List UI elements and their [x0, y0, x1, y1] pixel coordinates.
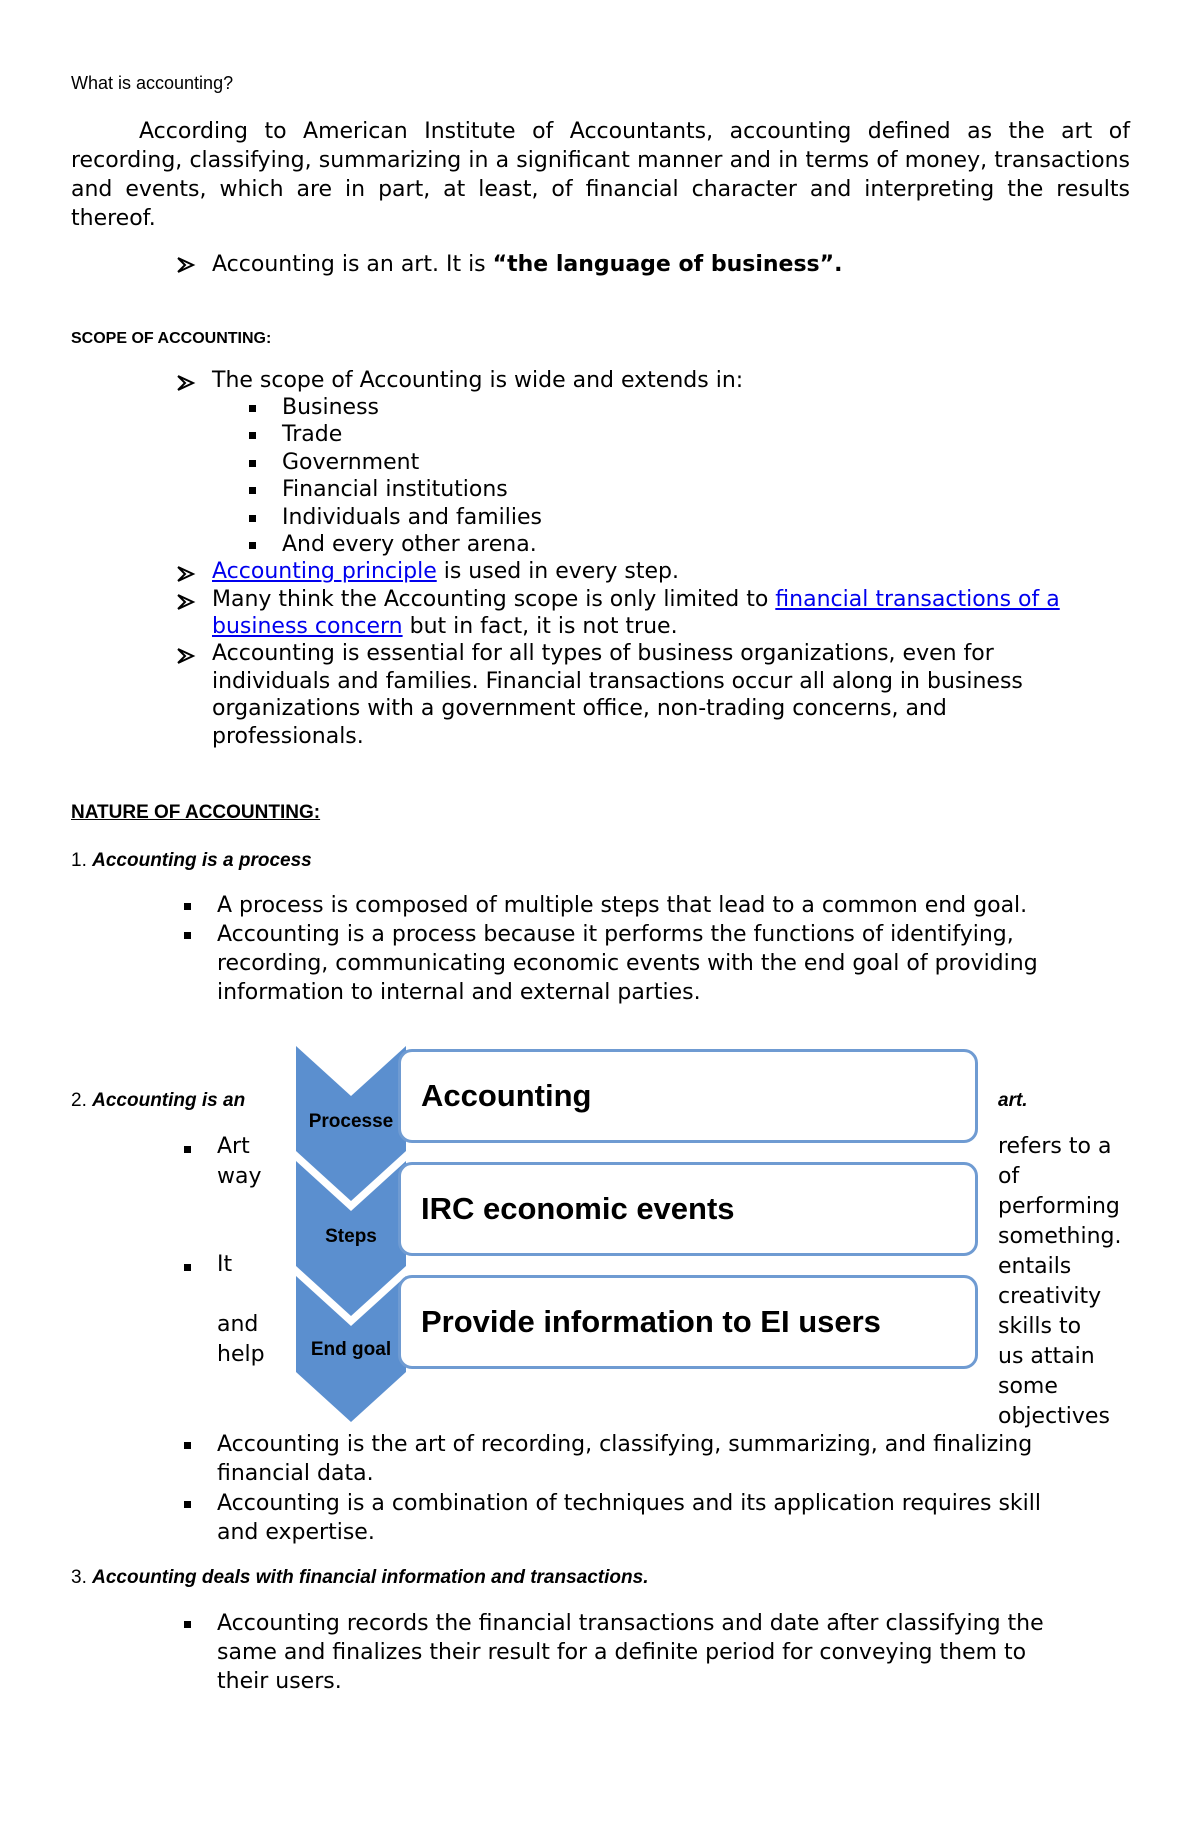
arrow-bullet-icon — [176, 374, 196, 392]
point-2-heading-left: Accounting is an — [92, 1090, 246, 1111]
point-1-number: 1. — [71, 850, 93, 871]
diagram-box-irc-events: IRC economic events — [398, 1162, 978, 1256]
accounting-principle-link[interactable]: Accounting principle — [212, 559, 437, 584]
essential-line: professionals. — [212, 723, 364, 749]
definition-paragraph: According to American Institute of Accountants, accounting defined as the art of recording, classifying, summarizing in a significant manner and in terms of money, transactions and events, which are in part, at least, of financial character and interpreting the results thereof. — [71, 119, 1130, 231]
process-bullet-2-line: information to internal and external parties. — [217, 980, 701, 1005]
art-left-column-a — [217, 1132, 262, 1192]
art-right-word: entails — [998, 1254, 1072, 1279]
chevron-label-end-goal: End goal — [310, 1339, 392, 1360]
square-bullet-icon — [249, 405, 256, 412]
art-left-word: way — [217, 1164, 262, 1189]
process-bullet-2-line: recording, communicating economic events with the end goal of providing — [217, 951, 1038, 976]
language-of-business-line — [212, 250, 842, 279]
scope-item: Business — [282, 395, 380, 420]
heading-what-is-accounting: What is accounting? — [71, 73, 234, 93]
art-right-word: of — [998, 1164, 1020, 1189]
art-left-word: and — [217, 1312, 259, 1337]
art-right-word: objectives — [998, 1404, 1110, 1429]
scope-item: Trade — [282, 422, 343, 447]
scope-item: Individuals and families — [282, 505, 542, 530]
art-right-column — [998, 1132, 1121, 1432]
heading-scope: SCOPE OF ACCOUNTING: — [71, 330, 272, 347]
many-think-line-1 — [212, 586, 1060, 614]
square-bullet-icon — [249, 460, 256, 467]
diagram-box-provide-info: Provide information to EI users — [398, 1275, 978, 1369]
art-left-word: help — [217, 1342, 265, 1367]
square-bullet-icon — [184, 1621, 191, 1628]
square-bullet-icon — [184, 1501, 191, 1508]
art-left-word: It — [217, 1252, 233, 1277]
art-bullet-3 — [217, 1430, 1032, 1488]
art-right-word: skills to — [998, 1314, 1082, 1339]
essential-line: organizations with a government office, non-trading concerns, and — [212, 696, 947, 721]
scope-item: Financial institutions — [282, 477, 508, 502]
square-bullet-icon — [184, 1264, 191, 1271]
chevron-label-steps: Steps — [325, 1226, 377, 1247]
art-left-word — [217, 1280, 265, 1310]
art-left-word: Art — [217, 1134, 250, 1159]
point-1-title — [71, 850, 312, 872]
essential-paragraph — [212, 640, 1023, 750]
art-right-word: creativity — [998, 1284, 1102, 1309]
principle-rest: is used in every step. — [436, 559, 679, 584]
transactions-bullet — [217, 1609, 1044, 1696]
art-bullet-3-line: financial data. — [217, 1461, 374, 1486]
process-bullet-2 — [217, 920, 1038, 1007]
language-of-business-quote: “the language of business”. — [492, 252, 843, 277]
square-bullet-icon — [184, 1146, 191, 1153]
art-right-word: something. — [998, 1224, 1122, 1249]
scope-intro: The scope of Accounting is wide and extends in: — [212, 368, 744, 393]
process-bullet-1: A process is composed of multiple steps that lead to a common end goal. — [217, 893, 1028, 918]
arrow-bullet-icon — [176, 565, 196, 583]
arrow-bullet-icon — [176, 593, 196, 611]
art-bullet-4-line: Accounting is a combination of techniques and its application requires skill — [217, 1491, 1041, 1516]
scope-item: Government — [282, 450, 420, 475]
art-text: Accounting is an art. It is — [212, 252, 493, 277]
business-concern-link[interactable]: business concern — [212, 614, 403, 639]
many-think-line-2 — [212, 613, 678, 641]
square-bullet-icon — [249, 542, 256, 549]
point-1-heading: Accounting is a process — [92, 850, 312, 871]
scope-item: And every other arena. — [282, 532, 537, 557]
diagram-box-accounting: Accounting — [398, 1049, 978, 1143]
square-bullet-icon — [249, 432, 256, 439]
art-right-word: refers to a — [998, 1134, 1112, 1159]
many-think-rest: but in fact, it is not true. — [402, 614, 678, 639]
essential-line: individuals and families. Financial transactions occur all along in business — [212, 668, 1023, 694]
financial-transactions-link[interactable]: financial transactions of a — [775, 587, 1060, 612]
transactions-bullet-line: same and finalizes their result for a definite period for conveying them to — [217, 1640, 1027, 1665]
square-bullet-icon — [184, 1442, 191, 1449]
essential-line: Accounting is essential for all types of business organizations, even for — [212, 641, 994, 666]
arrow-bullet-icon — [176, 256, 196, 274]
heading-nature: NATURE OF ACCOUNTING: — [71, 802, 321, 823]
transactions-bullet-line: their users. — [217, 1669, 342, 1694]
square-bullet-icon — [249, 515, 256, 522]
art-right-word: some — [998, 1374, 1058, 1399]
point-2-number: 2. — [71, 1090, 93, 1111]
square-bullet-icon — [184, 903, 191, 910]
point-3-title — [71, 1567, 648, 1589]
chevron-label-process: Processe — [308, 1111, 394, 1132]
square-bullet-icon — [184, 932, 191, 939]
art-right-word: us attain — [998, 1344, 1095, 1369]
art-right-word: performing — [998, 1194, 1120, 1219]
principle-line — [212, 558, 679, 586]
arrow-bullet-icon — [176, 647, 196, 665]
point-2-heading-right: art. — [998, 1090, 1028, 1111]
point-3-number: 3. — [71, 1567, 93, 1588]
transactions-bullet-line: Accounting records the financial transactions and date after classifying the — [217, 1611, 1044, 1636]
process-bullet-2-line: Accounting is a process because it performs the functions of identifying, — [217, 922, 1014, 947]
art-left-column-b — [217, 1250, 265, 1370]
point-2-title — [71, 1090, 245, 1112]
square-bullet-icon — [249, 487, 256, 494]
art-bullet-3-line: Accounting is the art of recording, classifying, summarizing, and finalizing — [217, 1432, 1033, 1457]
art-bullet-4 — [217, 1489, 1041, 1547]
point-3-heading: Accounting deals with financial information and transactions. — [92, 1567, 649, 1588]
many-think-text: Many think the Accounting scope is only limited to — [212, 587, 776, 612]
art-bullet-4-line: and expertise. — [217, 1520, 375, 1545]
